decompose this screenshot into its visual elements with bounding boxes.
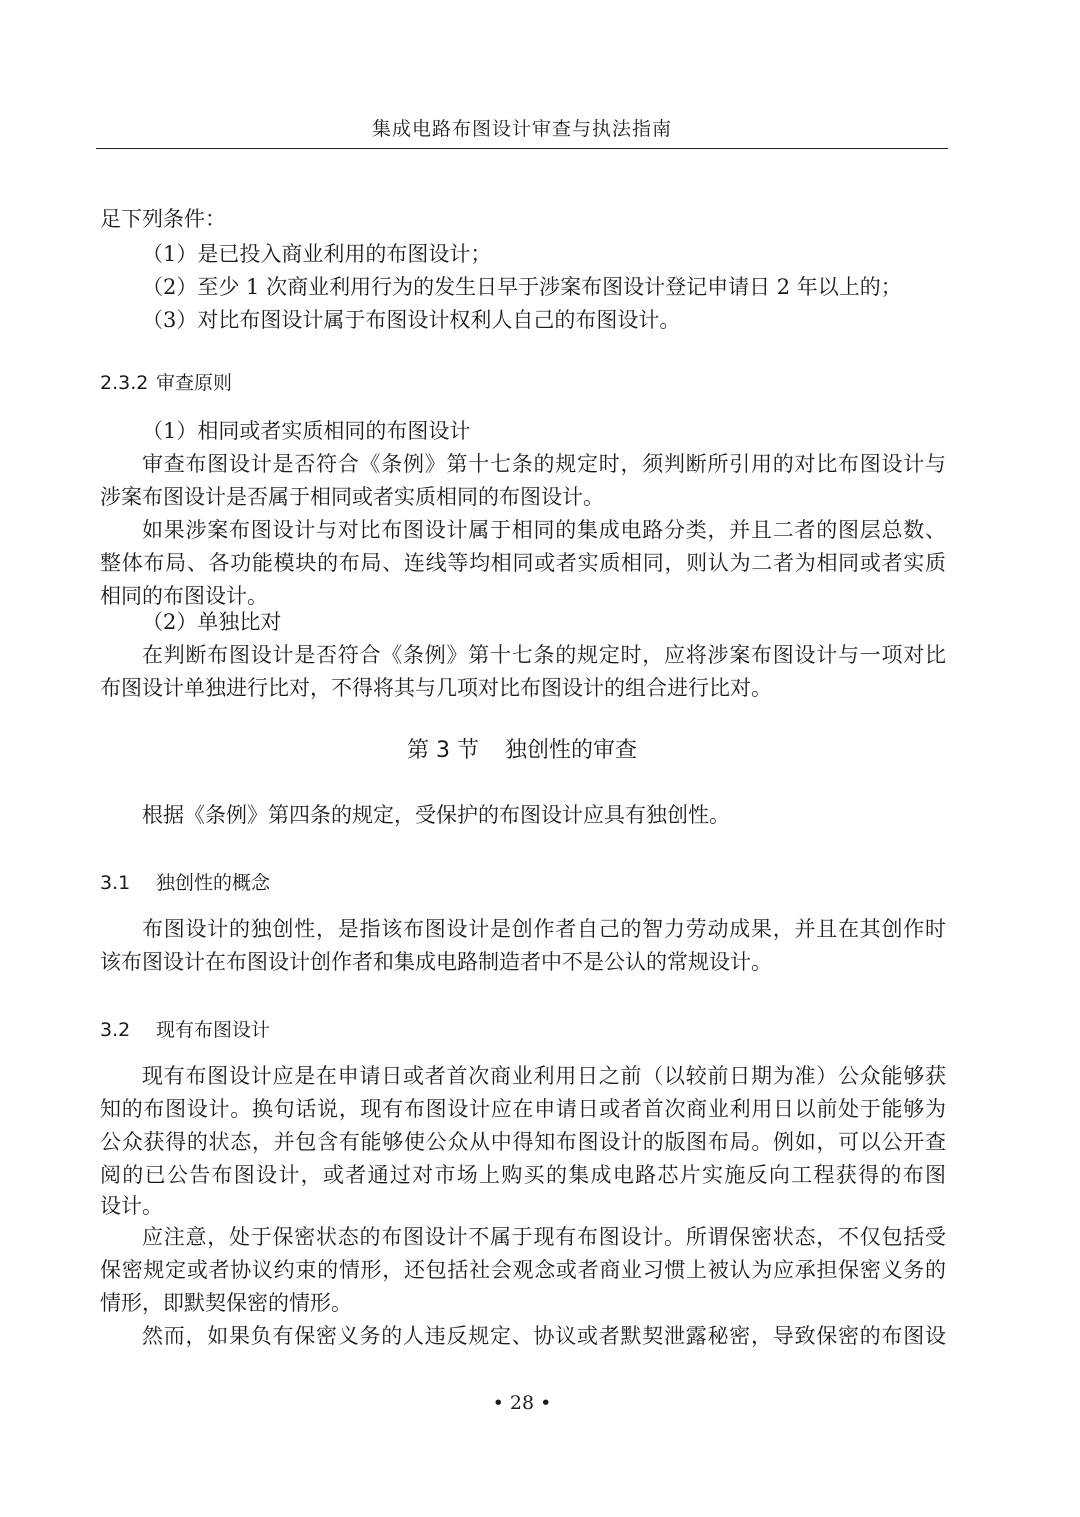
- heading-title: 独创性的概念: [156, 872, 271, 894]
- heading-title: 现有布图设计: [156, 1019, 271, 1041]
- body-line: 然而，如果负有保密义务的人违反规定、协议或者默契泄露秘密，导致保密的布图设: [142, 1324, 946, 1348]
- body-line: 阅的已公告布图设计，或者通过对市场上购买的集成电路芯片实施反向工程获得的布图: [100, 1163, 946, 1187]
- header-rule: [96, 148, 948, 149]
- list-item: （2）至少 1 次商业利用行为的发生日早于涉案布图设计登记申请日 2 年以上的；: [142, 275, 902, 299]
- body-line: 应注意，处于保密状态的布图设计不属于现有布图设计。所谓保密状态，不仅包括受: [142, 1225, 946, 1249]
- body-line: 知的布图设计。换句话说，现有布图设计应在申请日或者首次商业利用日以前处于能够为: [100, 1097, 946, 1121]
- section-number: 第 3 节: [407, 738, 479, 763]
- body-line: 布图设计单独进行比对，不得将其与几项对比布图设计的组合进行比对。: [100, 676, 772, 700]
- body-line: 保密规定或者协议约束的情形，还包括社会观念或者商业习惯上被认为应承担保密义务的: [100, 1258, 946, 1282]
- body-line: 相同的布图设计。: [100, 584, 268, 608]
- body-line: 审查布图设计是否符合《条例》第十七条的规定时，须判断所引用的对比布图设计与: [142, 452, 946, 476]
- body-line: 在判断布图设计是否符合《条例》第十七条的规定时，应将涉案布图设计与一项对比: [142, 643, 946, 667]
- heading-number: 3.2: [100, 1019, 131, 1041]
- body-line: 该布图设计在布图设计创作者和集成电路制造者中不是公认的常规设计。: [100, 950, 772, 974]
- body-line: 现有布图设计应是在申请日或者首次商业利用日之前（以较前日期为准）公众能够获: [142, 1064, 946, 1088]
- running-header: 集成电路布图设计审查与执法指南: [371, 118, 672, 140]
- heading-number: 2.3.2: [100, 372, 149, 394]
- body-line: 涉案布图设计是否属于相同或者实质相同的布图设计。: [100, 485, 604, 509]
- body-line: 公众获得的状态，并包含有能够使公众从中得知布图设计的版图布局。例如，可以公开查: [100, 1130, 946, 1154]
- body-line: 布图设计的独创性，是指该布图设计是创作者自己的智力劳动成果，并且在其创作时: [142, 917, 946, 941]
- body-line: 足下列条件：: [100, 207, 226, 231]
- section-title: [96, 735, 948, 767]
- subsection-heading-3-2: [100, 1016, 270, 1044]
- heading-number: 3.1: [100, 872, 131, 894]
- page-number: • 28 •: [492, 1392, 552, 1414]
- list-item: （3）对比布图设计属于布图设计权利人自己的布图设计。: [142, 308, 681, 332]
- body-line: 情形，即默契保密的情形。: [100, 1291, 352, 1315]
- section-name: 独创性的审查: [504, 738, 637, 763]
- subsection-heading-2-3-2: [100, 369, 232, 397]
- subsection-heading-3-1: [100, 869, 270, 897]
- body-line: 整体布局、各功能模块的布局、连线等均相同或者实质相同，则认为二者为相同或者实质: [100, 551, 946, 575]
- body-line: 根据《条例》第四条的规定，受保护的布图设计应具有独创性。: [142, 803, 730, 827]
- body-line: （1）相同或者实质相同的布图设计: [142, 419, 471, 443]
- list-item: （1）是已投入商业利用的布图设计；: [142, 242, 492, 266]
- body-line: 如果涉案布图设计与对比布图设计属于相同的集成电路分类，并且二者的图层总数、: [142, 518, 946, 542]
- body-line: 设计。: [100, 1194, 163, 1218]
- body-line: （2）单独比对: [142, 610, 282, 634]
- heading-title: 审查原则: [156, 372, 233, 394]
